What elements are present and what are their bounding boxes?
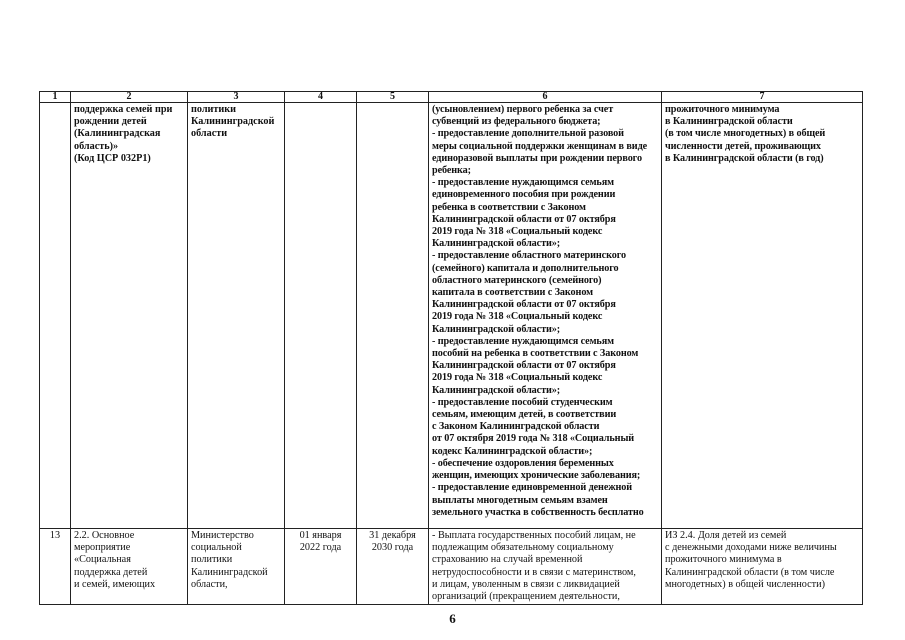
indicator-cell: прожиточного минимума в Калининградской области (в том числе многодетных) в общей численности детей, проживающих в Калининградской области (в год)	[662, 103, 863, 529]
start-date-cell: 01 января 2022 года	[285, 529, 357, 605]
end-date-cell	[357, 103, 429, 529]
header-col-4: 4	[285, 92, 357, 103]
header-col-5: 5	[357, 92, 429, 103]
indicator-cell: ИЗ 2.4. Доля детей из семей с денежными доходами ниже величины прожиточного минимума в Калининградской области (в том числе многодетных) в общей численности)	[662, 529, 863, 605]
header-col-3: 3	[188, 92, 285, 103]
activity-description-cell: (усыновлением) первого ребенка за счет субвенций из федерального бюджета; - предоставление дополнительной разовой меры социальной поддержки женщинам в виде единоразовой выплаты при рождении первого ребенка; - предоставление нуждающимся семьям единовременного пособия при рождении ребенка в соответствии с Законом Калининградской области от 07 октября 2019 года № 318 «Социальный кодекс Калининградской области»; - предоставление областного материнского (семейного) капитала и дополнительного областного материнского (семейного) капитала в соответствии с Законом Калининградской области от 07 октября 2019 года № 318 «Социальный кодекс Калининградской области»; - предоставление нуждающимся семьям пособий на ребенка в соответствии с Законом Калининградской области от 07 октября 2019 года № 318 «Социальный кодекс Калининградской области»; - предоставление пособий студенческим семьям, имеющим детей, в соответствии с Законом Калининградской области от 07 октября 2019 года № 318 «Социальный кодекс Калининградской области»; - обеспечение оздоровления беременных женщин, имеющих хронические заболевания; - предоставление единовременной денежной выплаты многодетным семьям взамен земельного участка в собственность бесплатно	[429, 103, 662, 529]
table-row-continued	[40, 103, 863, 529]
header-col-2: 2	[71, 92, 188, 103]
responsible-executor-cell: Министерство социальной политики Калининградской области,	[188, 529, 285, 605]
program-table	[39, 91, 863, 605]
header-col-7: 7	[662, 92, 863, 103]
responsible-executor-cell: политики Калининградской области	[188, 103, 285, 529]
row-number-cell	[40, 103, 71, 529]
header-col-6: 6	[429, 92, 662, 103]
table-row-13	[40, 529, 863, 605]
activity-name-cell: поддержка семей при рождении детей (Калининградская область)» (Код ЦСР 032Р1)	[71, 103, 188, 529]
start-date-cell	[285, 103, 357, 529]
page-number: 6	[449, 611, 456, 626]
activity-description-cell: - Выплата государственных пособий лицам, не подлежащим обязательному социальному страхованию на случай временной нетрудоспособности и в связи с материнством, и лицам, уволенным в связи с ликвидацией организаций (прекращением деятельности,	[429, 529, 662, 605]
table-header-row	[40, 92, 863, 103]
end-date-cell: 31 декабря 2030 года	[357, 529, 429, 605]
row-number-cell: 13	[40, 529, 71, 605]
header-col-1: 1	[40, 92, 71, 103]
activity-name-cell: 2.2. Основное мероприятие «Социальная поддержка детей и семей, имеющих	[71, 529, 188, 605]
